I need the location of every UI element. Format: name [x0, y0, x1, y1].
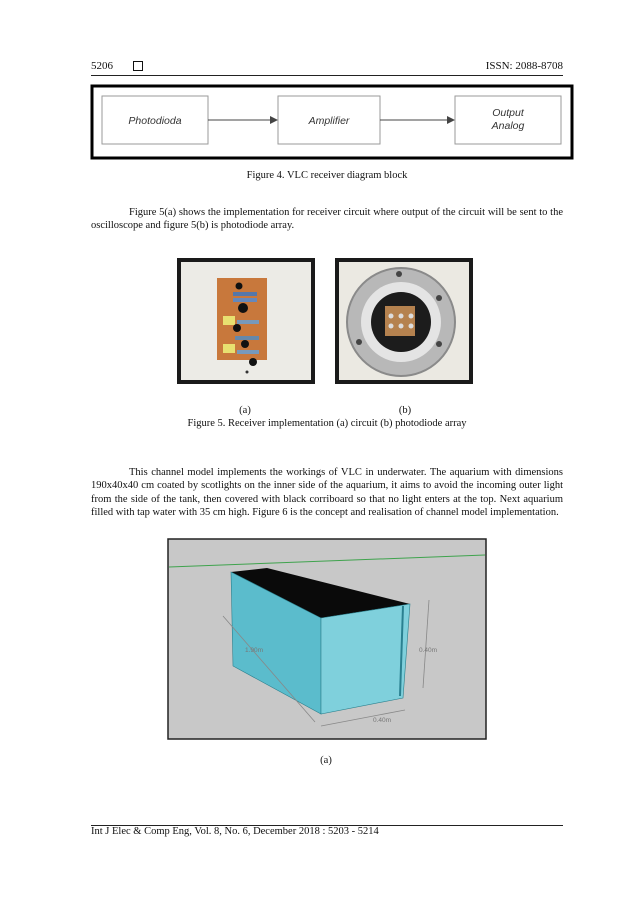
checkbox-icon	[133, 61, 143, 71]
dim-label-length: 1.90m	[245, 647, 264, 654]
figure6-label-a: (a)	[320, 755, 332, 766]
footer-citation: Int J Elec & Comp Eng, Vol. 8, No. 6, December 2018 : 5203 - 5214	[91, 826, 379, 837]
dim-label-height: 0.40m	[419, 647, 438, 654]
page-number: 5206	[91, 60, 113, 72]
figure4-caption: Figure 4. VLC receiver diagram block	[246, 170, 408, 181]
figure5-caption: Figure 5. Receiver implementation (a) circuit (b) photodiode array	[187, 418, 467, 429]
figure5-label-b: (b)	[398, 405, 412, 416]
tank-front-end	[321, 604, 410, 714]
block-label-output: Output	[492, 107, 524, 119]
aquarium-render	[167, 538, 487, 740]
paragraph-2: This channel model implements the workings of VLC in underwater. The aquarium with dimensions 190x40x40 cm coated by scotlights on the inner side of the aquarium, it aims to avoid the incoming outer light from the side of the tank, then covered with black corriboard so that no light enters at the top. Next aquarium filled with tap water with 35 cm high. Figure 6 is the concept and realisation of channel model implementation.	[91, 467, 563, 519]
photodiode-array-photo	[335, 258, 473, 384]
dim-label-width: 0.40m	[373, 717, 392, 724]
block-label-photodioda: Photodioda	[128, 115, 182, 127]
page-header	[91, 60, 563, 76]
circuit-photo	[177, 258, 315, 384]
block-label-analog: Analog	[491, 120, 525, 132]
issn-label: ISSN: 2088-8708	[485, 60, 563, 72]
figure5-label-a: (a)	[239, 405, 251, 416]
block-diagram	[90, 84, 574, 160]
header-rule	[91, 75, 563, 76]
block-label-amplifier: Amplifier	[308, 115, 350, 127]
paragraph-1: Figure 5(a) shows the implementation for receiver circuit where output of the circuit will be sent to the oscilloscope and figure 5(b) is photodiode array.	[91, 207, 563, 232]
